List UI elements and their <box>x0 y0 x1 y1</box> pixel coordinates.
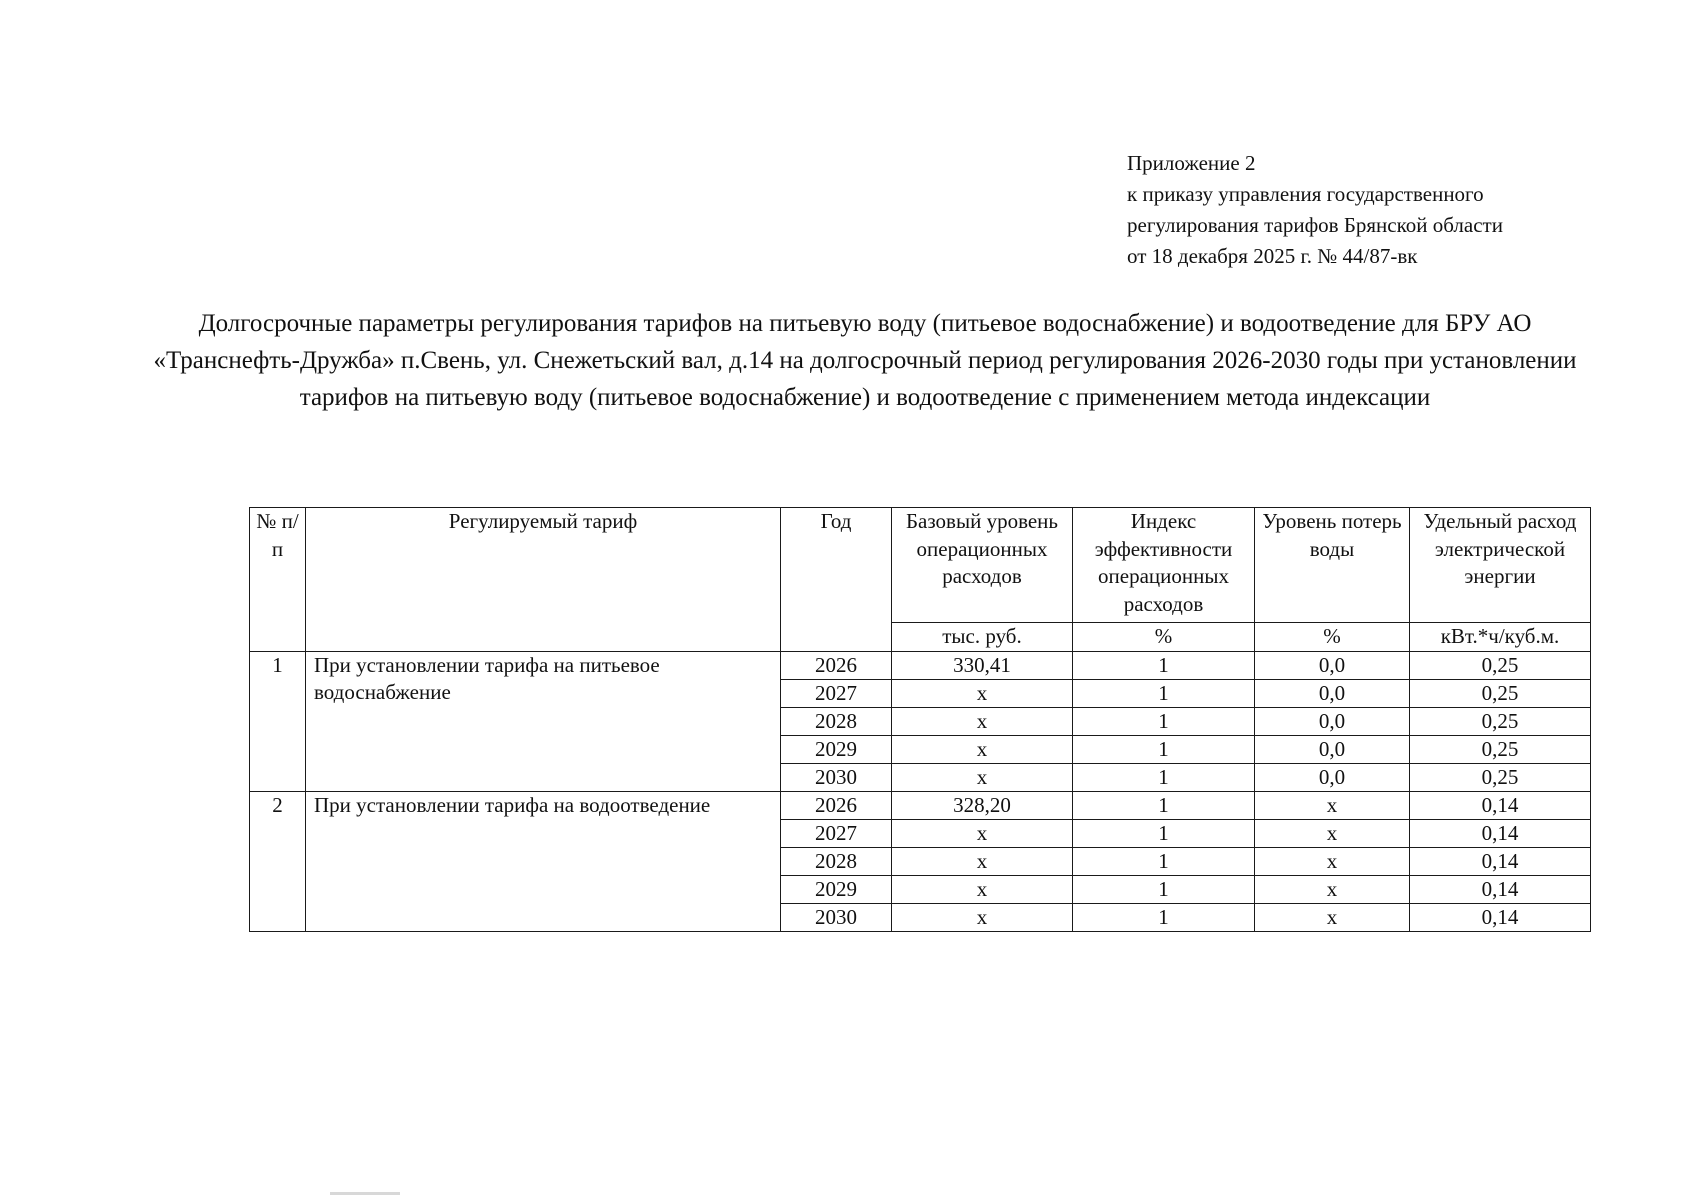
cell-base-opex: х <box>892 763 1073 791</box>
unit-energy-consumption: кВт.*ч/куб.м. <box>1410 623 1591 652</box>
cell-water-loss: х <box>1255 819 1410 847</box>
cell-energy: 0,25 <box>1410 707 1591 735</box>
cell-year: 2028 <box>781 847 892 875</box>
cell-energy: 0,25 <box>1410 763 1591 791</box>
parameters-table <box>249 507 1591 932</box>
header-tariff: Регулируемый тариф <box>306 508 781 652</box>
row-num: 1 <box>250 651 306 791</box>
header-water-loss: Уровень потерь воды <box>1255 508 1410 623</box>
appendix-line: от 18 декабря 2025 г. № 44/87-вк <box>1127 244 1418 268</box>
appendix-line: к приказу управления государственного <box>1127 182 1484 206</box>
cell-base-opex: х <box>892 819 1073 847</box>
cell-base-opex: х <box>892 707 1073 735</box>
cell-year: 2026 <box>781 651 892 679</box>
row-num: 2 <box>250 791 306 931</box>
cell-water-loss: 0,0 <box>1255 707 1410 735</box>
cell-energy: 0,25 <box>1410 735 1591 763</box>
cell-efficiency-index: 1 <box>1073 791 1255 819</box>
cell-efficiency-index: 1 <box>1073 819 1255 847</box>
cell-water-loss: 0,0 <box>1255 651 1410 679</box>
cell-energy: 0,14 <box>1410 875 1591 903</box>
cell-water-loss: х <box>1255 875 1410 903</box>
table-row <box>250 791 1591 819</box>
cell-energy: 0,14 <box>1410 791 1591 819</box>
cell-water-loss: х <box>1255 903 1410 931</box>
header-num: № п/п <box>250 508 306 652</box>
cell-efficiency-index: 1 <box>1073 735 1255 763</box>
header-base-opex: Базовый уровень операционных расходов <box>892 508 1073 623</box>
cell-efficiency-index: 1 <box>1073 679 1255 707</box>
cell-base-opex: х <box>892 679 1073 707</box>
unit-water-loss: % <box>1255 623 1410 652</box>
header-energy-consumption: Удельный расход электрической энергии <box>1410 508 1591 623</box>
cell-base-opex: х <box>892 903 1073 931</box>
cell-energy: 0,14 <box>1410 847 1591 875</box>
cell-base-opex: х <box>892 847 1073 875</box>
cell-water-loss: х <box>1255 847 1410 875</box>
appendix-line: регулирования тарифов Брянской области <box>1127 213 1503 237</box>
cell-efficiency-index: 1 <box>1073 847 1255 875</box>
cell-efficiency-index: 1 <box>1073 763 1255 791</box>
cell-year: 2026 <box>781 791 892 819</box>
scan-artifact <box>330 1192 400 1195</box>
header-efficiency-index: Индекс эффективности операционных расходов <box>1073 508 1255 623</box>
cell-year: 2029 <box>781 875 892 903</box>
document-title: Долгосрочные параметры регулирования тарифов на питьевую воду (питьевое водоснабжение) и водоотведение для БРУ АО «Транснефть-Дружба» п.Свень, ул. Снежетьский вал, д.14 на долгосрочный период регулирования 2026-2030 годы при установлении тарифов на питьевую воду (питьевое водоснабжение) и водоотведение с применением метода индексации <box>153 310 1577 411</box>
cell-year: 2028 <box>781 707 892 735</box>
cell-energy: 0,25 <box>1410 679 1591 707</box>
cell-energy: 0,25 <box>1410 651 1591 679</box>
cell-base-opex: х <box>892 875 1073 903</box>
cell-energy: 0,14 <box>1410 903 1591 931</box>
cell-base-opex: 328,20 <box>892 791 1073 819</box>
table-row <box>250 651 1591 679</box>
cell-base-opex: 330,41 <box>892 651 1073 679</box>
cell-efficiency-index: 1 <box>1073 707 1255 735</box>
appendix-header <box>1127 148 1503 272</box>
header-year: Год <box>781 508 892 652</box>
cell-efficiency-index: 1 <box>1073 875 1255 903</box>
cell-water-loss: 0,0 <box>1255 763 1410 791</box>
cell-efficiency-index: 1 <box>1073 651 1255 679</box>
unit-base-opex: тыс. руб. <box>892 623 1073 652</box>
cell-year: 2027 <box>781 819 892 847</box>
unit-efficiency-index: % <box>1073 623 1255 652</box>
cell-year: 2027 <box>781 679 892 707</box>
cell-energy: 0,14 <box>1410 819 1591 847</box>
appendix-line: Приложение 2 <box>1127 151 1256 175</box>
cell-water-loss: 0,0 <box>1255 679 1410 707</box>
row-tariff: При установлении тарифа на питьевое водоснабжение <box>306 651 781 791</box>
cell-water-loss: 0,0 <box>1255 735 1410 763</box>
cell-year: 2030 <box>781 763 892 791</box>
cell-base-opex: х <box>892 735 1073 763</box>
cell-water-loss: х <box>1255 791 1410 819</box>
cell-year: 2030 <box>781 903 892 931</box>
cell-year: 2029 <box>781 735 892 763</box>
row-tariff: При установлении тарифа на водоотведение <box>306 791 781 931</box>
cell-efficiency-index: 1 <box>1073 903 1255 931</box>
